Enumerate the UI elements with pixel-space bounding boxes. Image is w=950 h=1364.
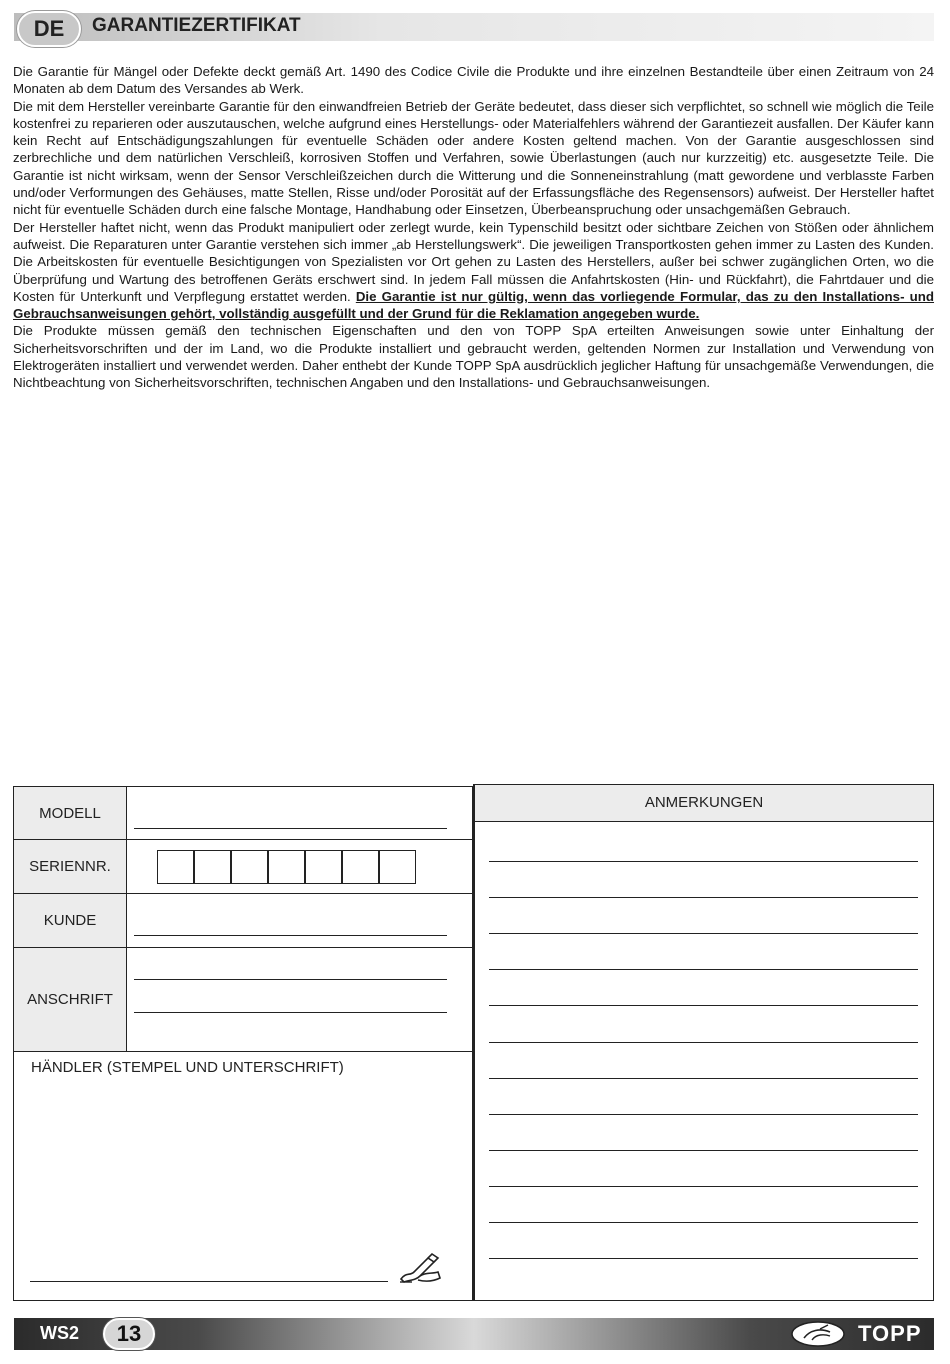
address-field-line-1[interactable]: [134, 979, 447, 980]
address-label: ANSCHRIFT: [14, 948, 127, 1051]
notes-line[interactable]: [489, 1222, 918, 1223]
notes-line[interactable]: [489, 1186, 918, 1187]
warranty-text: [13, 63, 934, 392]
customer-label: KUNDE: [14, 894, 127, 947]
warranty-form: [13, 786, 473, 1301]
serial-digit-box[interactable]: [305, 850, 342, 884]
notes-panel: [473, 784, 934, 1301]
serial-digit-box[interactable]: [342, 850, 379, 884]
notes-line[interactable]: [489, 897, 918, 898]
hand-leaf-logo-icon: [790, 1320, 846, 1348]
notes-line[interactable]: [489, 1258, 918, 1259]
serial-digit-box[interactable]: [268, 850, 305, 884]
address-field-line-2[interactable]: [134, 1012, 447, 1013]
dealer-label: HÄNDLER (STEMPEL UND UNTERSCHRIFT): [31, 1059, 344, 1076]
serial-row: [14, 840, 472, 894]
paragraph-3-text: Der Hersteller haftet nicht, wenn das Produkt manipuliert oder zerlegt wurde, kein Typenschild besitzt oder sichtbare Zeichen von Stößen oder ähnlichem aufweist. Die Reparaturen unter Garantie verstehen sich immer „ab Herstellungswerk“. Die jeweiligen Transportkosten gehen immer zu Lasten des Kunden. Die Arbeitskosten für eventuelle Besichtigungen von Spezialisten vor Ort gehen zu Lasten des Herstellers, außer bei schwer zugänglichen Orten, wo die Überprüfung und Wartung des betroffenen Geräts erschwert sind. In jedem Fall müssen die Anfahrtskosten (Hin- und Rückfahrt), die Fahrtdauer und die Kosten für Unterkunft und Verpflegung erstattet werden.: [13, 219, 934, 304]
model-code: WS2: [40, 1323, 80, 1343]
notes-line[interactable]: [489, 969, 918, 970]
customer-row: [14, 894, 472, 948]
notes-line[interactable]: [489, 1042, 918, 1043]
model-field[interactable]: [134, 828, 447, 829]
dealer-signature-field[interactable]: [30, 1281, 388, 1282]
paragraph-1: Die Garantie für Mängel oder Defekte deckt gemäß Art. 1490 des Codice Civile die Produkte und ihre einzelnen Bestandteile über einen Zeitraum von 24 Monaten ab dem Datum des Versandes ab Werk.: [13, 64, 934, 97]
notes-line[interactable]: [489, 1114, 918, 1115]
paragraph-4: Die Produkte müssen gemäß den technischen Eigenschaften und den von TOPP SpA erteilten Anweisungen sowie unter Einhaltung der Sicherheitsvorschriften und der im Land, wo die Produkte installiert und gebraucht werden, geltenden Normen zur Installation und Verwendung von Elektrogeräten installiert und verwendet werden. Daher enthebt der Kunde TOPP SpA ausdrücklich jeglicher Haftung für unsachgemäße Verwendungen, die Nichtbeachtung von Sicherheitsvorschriften, technischen Angaben und den Installations- und Gebrauchsanweisungen.: [13, 323, 934, 391]
pen-hand-icon: [398, 1252, 444, 1284]
serial-digit-box[interactable]: [157, 850, 194, 884]
notes-line[interactable]: [489, 861, 918, 862]
page-number: 13: [103, 1318, 155, 1350]
serial-digit-box[interactable]: [194, 850, 231, 884]
notes-line[interactable]: [489, 933, 918, 934]
paragraph-3: [13, 219, 934, 323]
notes-line[interactable]: [489, 1005, 918, 1006]
notes-header: ANMERKUNGEN: [475, 785, 933, 822]
address-row: [14, 948, 472, 1052]
model-label: MODELL: [14, 787, 127, 839]
brand-logo: TOPP: [858, 1321, 922, 1346]
serial-label: SERIENNR.: [14, 840, 127, 893]
page-title: GARANTIEZERTIFIKAT: [92, 15, 301, 36]
notes-line[interactable]: [489, 1150, 918, 1151]
paragraph-2: Die mit dem Hersteller vereinbarte Garantie für den einwandfreien Betrieb der Geräte bedeutet, dass dieser sich verpflichtet, so schnell wie möglich die Teile kostenfrei zu reparieren oder auszutauschen, welche aufgrund eines Herstellungs- oder Materialfehlers während der Garantiezeit ausfallen. Der Käufer kann kein Recht auf Entschädigungszahlungen für eventuelle Schäden oder andere Kosten geltend machen. Von der Garantie ausgeschlossen sind zerbrechliche und dem natürlichen Verschleiß, korrosiven Stoffen und Verfahren, sowie Überlastungen (auch nur kurzzeitig) etc. ausgesetzte Teile. Die Garantie ist nicht wirksam, wenn der Sensor Verschleißzeichen durch die Witterung und die Sonneneinstrahlung (matt gewordene und verblasste Farben und/oder Verformungen des Gehäuses, matte Stellen, Risse und/oder Porosität auf der Erfassungsfläche des Regensensors) aufweist. Der Hersteller haftet nicht für eventuelle Schäden durch eine falsche Montage, Handhabung oder Einsetzen, Überbeanspruchung oder unsachgemäßen Gebrauch.: [13, 98, 934, 218]
customer-field[interactable]: [134, 935, 447, 936]
validity-condition: Die Garantie ist nur gültig, wenn das vorliegende Formular, das zu den Installations- und Gebrauchsanweisungen gehört, vollständig ausgefüllt und der Grund für die Reklamation angegeben wurde.: [13, 288, 935, 322]
model-row: [14, 787, 472, 840]
serial-digit-box[interactable]: [379, 850, 416, 884]
notes-line[interactable]: [489, 1078, 918, 1079]
language-badge: DE: [17, 11, 81, 47]
serial-digit-box[interactable]: [231, 850, 268, 884]
